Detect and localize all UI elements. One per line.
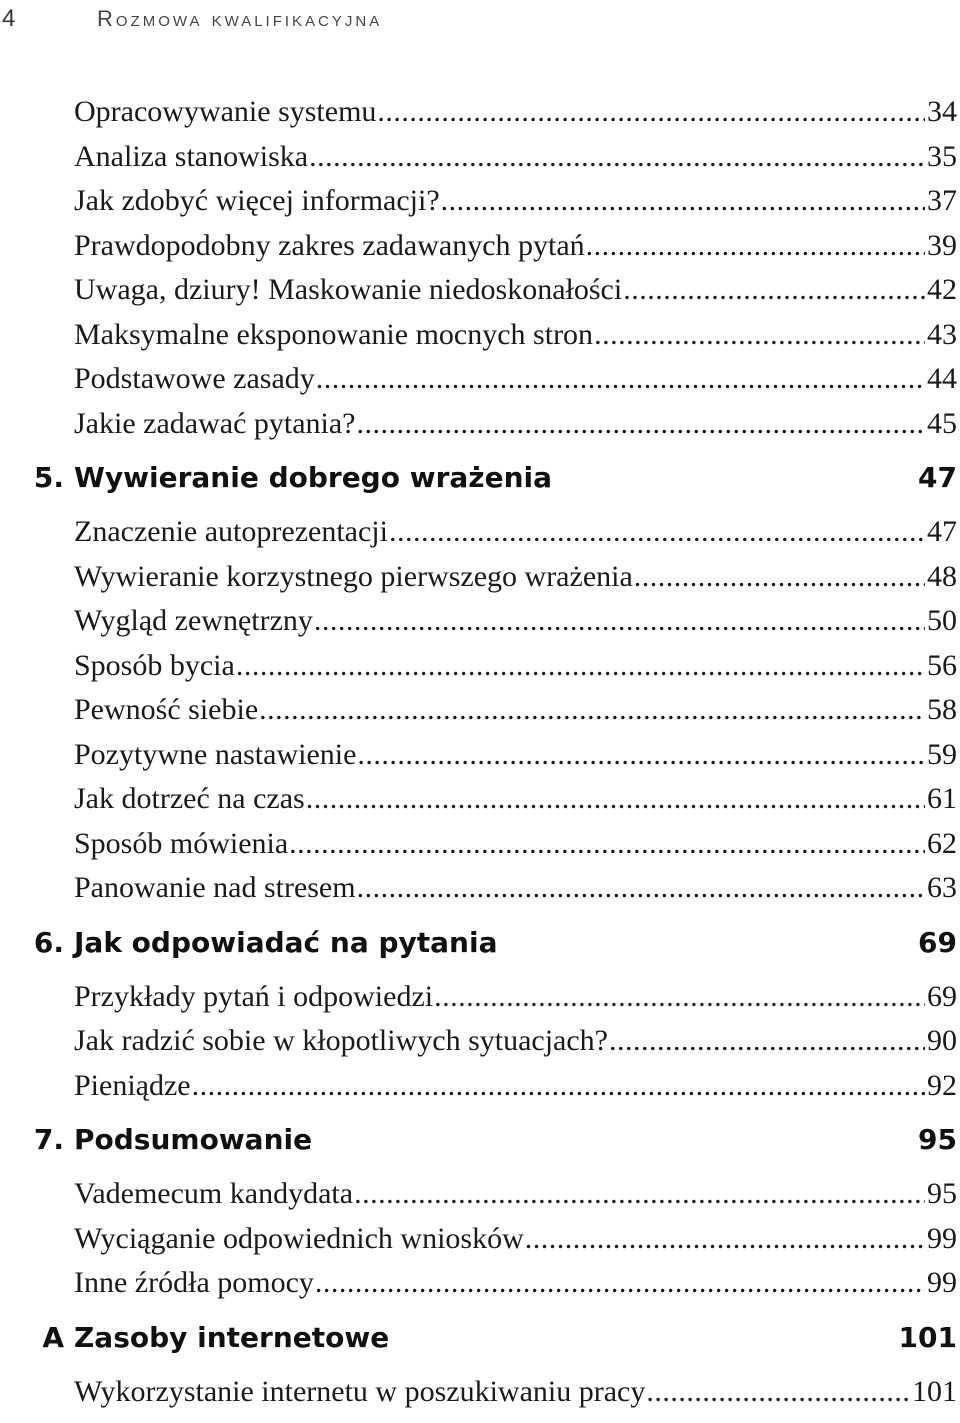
entry-page-number: 63 <box>927 871 957 904</box>
dot-leader <box>357 733 925 778</box>
dot-leader <box>525 1217 925 1262</box>
toc-entry <box>0 1217 960 1262</box>
dot-leader <box>634 555 925 600</box>
entry-title: Sposób bycia <box>74 648 235 682</box>
entry-title: Panowanie nad stresem <box>74 871 356 904</box>
chapter-title: Jak odpowiadać na pytania <box>74 925 498 959</box>
entry-title: Pewność siebie <box>74 693 259 726</box>
dot-leader <box>357 866 925 911</box>
running-title: Rozmowa kwalifikacyjna <box>97 6 383 31</box>
dot-leader <box>441 179 925 224</box>
entry-page-number: 34 <box>927 95 957 128</box>
entry-page-number: 35 <box>927 139 957 173</box>
entry-page-number: 37 <box>927 184 957 217</box>
dot-leader <box>594 313 925 358</box>
dot-leader <box>259 688 925 733</box>
entry-title: Znaczenie autoprezentacji <box>74 515 388 548</box>
toc-entry <box>0 1261 960 1306</box>
dot-leader <box>314 599 925 644</box>
chapter-page-number: 95 <box>918 1123 957 1156</box>
toc-entry <box>0 268 960 313</box>
toc-chapter-heading <box>0 446 960 510</box>
toc-chapter-heading <box>0 1306 960 1370</box>
toc-entry <box>0 357 960 402</box>
table-of-contents <box>0 90 960 1414</box>
toc-entry <box>0 1370 960 1415</box>
entry-page-number: 59 <box>927 737 957 771</box>
entry-page-number: 58 <box>927 693 957 726</box>
entry-title: Przykłady pytań i odpowiedzi <box>74 979 434 1013</box>
dot-leader <box>377 90 925 135</box>
entry-title: Wykorzystanie internetu w poszukiwaniu pracy <box>74 1374 646 1408</box>
chapter-page-number: 69 <box>918 925 957 959</box>
dot-leader <box>623 268 925 313</box>
chapter-number: 7. <box>33 1123 64 1156</box>
toc-entry <box>0 777 960 822</box>
entry-title: Jakie zadawać pytania? <box>74 406 356 440</box>
entry-title: Sposób mówienia <box>74 826 289 860</box>
dot-leader <box>586 224 925 269</box>
entry-title: Opracowywanie systemu <box>74 95 377 128</box>
toc-chapter-heading <box>0 1108 960 1172</box>
toc-entry <box>0 224 960 269</box>
entry-page-number: 42 <box>927 273 957 306</box>
entry-title: Prawdopodobny zakres zadawanych pytań <box>74 228 585 262</box>
chapter-number: 6. <box>33 925 64 959</box>
toc-entry <box>0 510 960 555</box>
entry-title: Jak radzić sobie w kłopotliwych sytuacjach? <box>74 1024 608 1057</box>
entry-page-number: 44 <box>927 362 957 395</box>
toc-entry <box>0 822 960 867</box>
entry-page-number: 47 <box>927 515 957 548</box>
dot-leader <box>315 1261 925 1306</box>
dot-leader <box>236 644 925 689</box>
entry-page-number: 62 <box>927 826 957 860</box>
entry-page-number: 50 <box>927 604 957 637</box>
entry-page-number: 99 <box>927 1221 957 1255</box>
toc-entry <box>0 688 960 733</box>
dot-leader <box>309 135 925 180</box>
entry-title: Pozytywne nastawienie <box>74 737 357 771</box>
dot-leader <box>389 510 925 555</box>
chapter-page-number: 101 <box>898 1320 957 1354</box>
dot-leader <box>357 402 926 447</box>
dot-leader <box>289 822 925 867</box>
entry-page-number: 43 <box>927 317 957 351</box>
chapter-title: Podsumowanie <box>74 1123 313 1156</box>
entry-title: Jak dotrzeć na czas <box>74 782 305 815</box>
entry-page-number: 56 <box>927 648 957 682</box>
entry-page-number: 39 <box>927 228 957 262</box>
toc-entry <box>0 555 960 600</box>
toc-entry <box>0 733 960 778</box>
dot-leader <box>646 1370 910 1415</box>
toc-entry <box>0 402 960 447</box>
entry-page-number: 90 <box>927 1024 957 1057</box>
dot-leader <box>316 357 925 402</box>
entry-page-number: 69 <box>927 979 957 1013</box>
entry-title: Jak zdobyć więcej informacji? <box>74 184 440 217</box>
chapter-number: A <box>42 1320 64 1354</box>
dot-leader <box>354 1172 925 1217</box>
toc-entry <box>0 599 960 644</box>
entry-title: Vademecum kandydata <box>74 1177 354 1210</box>
toc-entry <box>0 313 960 358</box>
entry-title: Wywieranie korzystnego pierwszego wrażenia <box>74 559 633 593</box>
entry-title: Uwaga, dziury! Maskowanie niedoskonałości <box>74 273 623 306</box>
entry-page-number: 99 <box>927 1266 957 1299</box>
entry-title: Pieniądze <box>74 1068 191 1102</box>
entry-page-number: 101 <box>912 1374 957 1408</box>
entry-page-number: 95 <box>927 1177 957 1210</box>
chapter-title: Wywieranie dobrego wrażenia <box>74 461 552 494</box>
entry-title: Maksymalne eksponowanie mocnych stron <box>74 317 594 351</box>
chapter-number: 5. <box>33 461 64 494</box>
toc-entry <box>0 644 960 689</box>
page-header <box>0 4 960 34</box>
toc-entry <box>0 1019 960 1064</box>
dot-leader <box>609 1019 925 1064</box>
toc-entry <box>0 135 960 180</box>
entry-title: Podstawowe zasady <box>74 362 315 395</box>
toc-entry <box>0 90 960 135</box>
entry-title: Inne źródła pomocy <box>74 1266 314 1299</box>
entry-title: Wygląd zewnętrzny <box>74 604 313 637</box>
entry-title: Wyciąganie odpowiednich wniosków <box>74 1221 524 1255</box>
entry-page-number: 61 <box>927 782 957 815</box>
entry-title: Analiza stanowiska <box>74 139 309 173</box>
entry-page-number: 48 <box>927 559 957 593</box>
dot-leader <box>434 975 925 1020</box>
toc-entry <box>0 179 960 224</box>
toc-entry <box>0 1172 960 1217</box>
toc-entry <box>0 975 960 1020</box>
toc-chapter-heading <box>0 911 960 975</box>
toc-entry <box>0 866 960 911</box>
dot-leader <box>192 1064 925 1109</box>
chapter-title: Zasoby internetowe <box>74 1320 390 1354</box>
page-number: 4 <box>2 5 16 32</box>
toc-entry <box>0 1064 960 1109</box>
chapter-page-number: 47 <box>918 461 957 494</box>
entry-page-number: 45 <box>927 406 957 440</box>
dot-leader <box>306 777 925 822</box>
entry-page-number: 92 <box>927 1068 957 1102</box>
